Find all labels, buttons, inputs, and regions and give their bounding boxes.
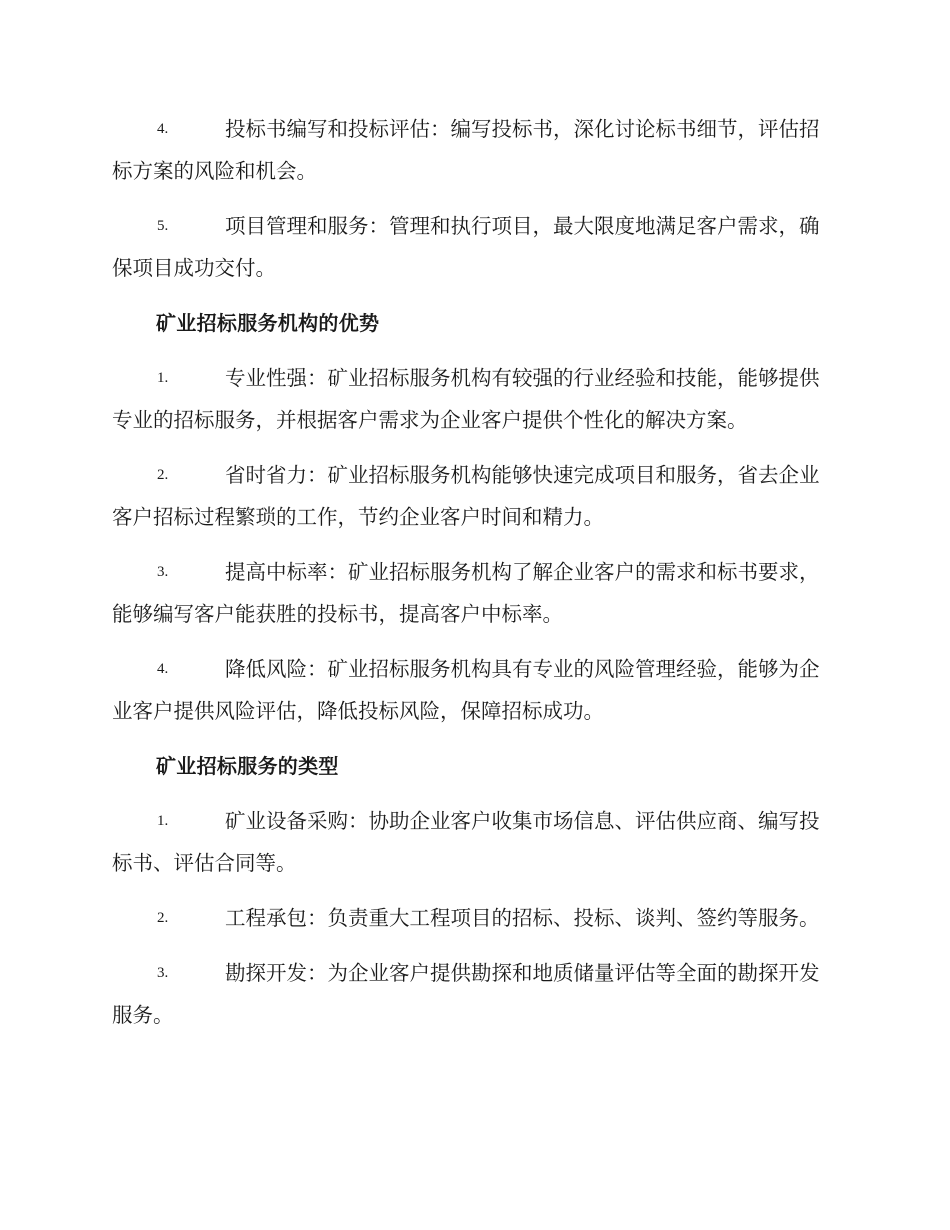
- list-item: [112, 897, 834, 939]
- list-number: 5.: [157, 218, 169, 234]
- list-text: 投标书编写和投标评估：编写投标书，深化讨论标书细节，评估招标方案的风险和机会。: [112, 117, 820, 183]
- document-body: [112, 108, 834, 1049]
- list-text: 降低风险：矿业招标服务机构具有专业的风险管理经验，能够为企业客户提供风险评估，降低投标风险，保障招标成功。: [112, 657, 820, 723]
- list-text: 工程承包：负责重大工程项目的招标、投标、谈判、签约等服务。: [225, 906, 820, 930]
- list-number: 1.: [157, 813, 169, 829]
- list-text: 矿业设备采购：协助企业客户收集市场信息、评估供应商、编写投标书、评估合同等。: [112, 809, 820, 875]
- list-item: [112, 205, 834, 289]
- list-number: 3.: [157, 564, 169, 580]
- section-heading-advantages: 矿业招标服务机构的优势: [156, 311, 380, 335]
- section-heading-types: 矿业招标服务的类型: [156, 754, 339, 778]
- list-text: 省时省力：矿业招标服务机构能够快速完成项目和服务，省去企业客户招标过程繁琐的工作，节约企业客户时间和精力。: [112, 463, 820, 529]
- list-item: [112, 454, 834, 538]
- list-item: [112, 357, 834, 441]
- list-text: 提高中标率：矿业招标服务机构了解企业客户的需求和标书要求，能够编写客户能获胜的投标书，提高客户中标率。: [112, 560, 820, 626]
- list-text: 专业性强：矿业招标服务机构有较强的行业经验和技能，能够提供专业的招标服务，并根据客户需求为企业客户提供个性化的解决方案。: [112, 366, 820, 432]
- list-item: [112, 648, 834, 732]
- list-number: 1.: [157, 370, 169, 386]
- list-item: [112, 800, 834, 884]
- list-number: 2.: [157, 910, 169, 926]
- list-number: 4.: [157, 121, 169, 137]
- list-item: [112, 952, 834, 1036]
- list-number: 4.: [157, 661, 169, 677]
- list-text: 项目管理和服务：管理和执行项目，最大限度地满足客户需求，确保项目成功交付。: [112, 214, 820, 280]
- list-number: 2.: [157, 467, 169, 483]
- list-item: [112, 108, 834, 192]
- list-text: 勘探开发：为企业客户提供勘探和地质储量评估等全面的勘探开发服务。: [112, 961, 820, 1027]
- list-number: 3.: [157, 965, 169, 981]
- list-item: [112, 551, 834, 635]
